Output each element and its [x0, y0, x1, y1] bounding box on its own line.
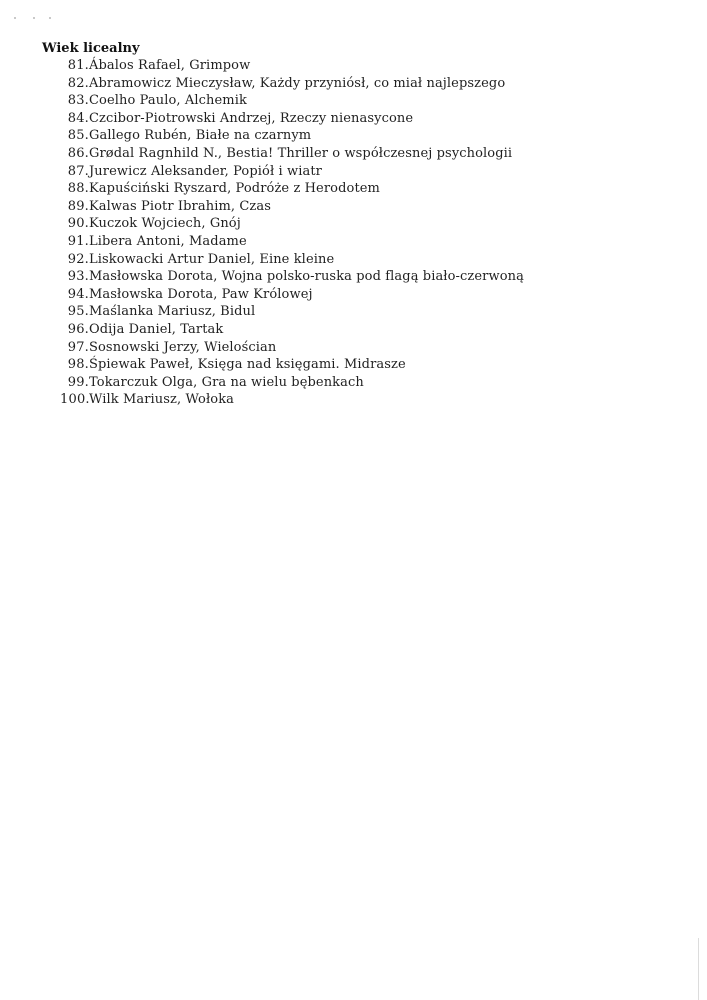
book-list-item: [60, 180, 524, 198]
book-list-item: [60, 163, 524, 181]
book-list: [60, 57, 524, 409]
scan-speck: [33, 17, 35, 19]
book-number: 85.: [67, 128, 89, 144]
book-list-item: [60, 374, 524, 392]
book-list-item: [60, 268, 524, 286]
book-number: 88.: [67, 181, 89, 197]
book-list-item: [60, 286, 524, 304]
book-number: 99.: [67, 374, 89, 390]
book-author-title: Jurewicz Aleksander, Popiół i wiatr: [89, 163, 322, 179]
book-author-title: Czcibor-Piotrowski Andrzej, Rzeczy nienasycone: [89, 110, 414, 126]
book-number: 84.: [67, 110, 89, 126]
book-number: 81.: [67, 58, 89, 73]
book-author-title: Tokarczuk Olga, Gra na wielu bębenkach: [89, 374, 364, 390]
book-number: 92.: [67, 251, 89, 267]
book-author-title: Libera Antoni, Madame: [89, 233, 247, 249]
book-number: 97.: [67, 339, 89, 355]
book-list-item: [60, 339, 524, 357]
book-author-title: Liskowacki Artur Daniel, Eine kleine: [89, 251, 335, 267]
section-heading: Wiek licealny: [42, 41, 140, 56]
book-number: 95.: [67, 304, 89, 320]
book-list-item: [60, 75, 524, 93]
book-author-title: Kuczok Wojciech, Gnój: [89, 216, 241, 232]
book-author-title: Odija Daniel, Tartak: [89, 321, 224, 337]
book-number: 93.: [67, 269, 89, 285]
book-list-item: [60, 303, 524, 321]
book-list-item: [60, 127, 524, 145]
book-author-title: Śpiewak Paweł, Księga nad księgami. Midrasze: [89, 357, 406, 373]
scan-edge-line: [698, 938, 699, 1000]
book-list-item: [60, 92, 524, 110]
book-author-title: Maślanka Mariusz, Bidul: [89, 304, 256, 320]
book-list-item: [60, 251, 524, 269]
book-number: 98.: [67, 357, 89, 373]
book-number: 94.: [67, 286, 89, 302]
book-number: 83.: [67, 93, 89, 109]
book-author-title: Coelho Paulo, Alchemik: [89, 93, 247, 109]
book-author-title: Masłowska Dorota, Paw Królowej: [89, 286, 313, 302]
book-number: 82.: [67, 75, 89, 91]
book-list-item: [60, 215, 524, 233]
book-list-item: [60, 145, 524, 163]
book-author-title: Kalwas Piotr Ibrahim, Czas: [89, 198, 271, 214]
book-number: 100.: [60, 392, 90, 408]
scan-speck: [49, 17, 51, 19]
book-list-item: [60, 198, 524, 216]
book-author-title: Sosnowski Jerzy, Wielościan: [89, 339, 277, 355]
book-number: 87.: [67, 163, 89, 179]
book-list-item: [60, 321, 524, 339]
book-author-title: Gallego Rubén, Białe na czarnym: [89, 128, 312, 144]
book-author-title: Grødal Ragnhild N., Bestia! Thriller o współczesnej psychologii: [89, 145, 513, 161]
book-number: 86.: [67, 145, 89, 161]
book-list-item: [60, 233, 524, 251]
book-list-item: [60, 57, 524, 75]
book-number: 96.: [67, 321, 89, 337]
book-author-title: Masłowska Dorota, Wojna polsko-ruska pod flagą biało-czerwoną: [89, 269, 524, 285]
book-list-item: [60, 391, 524, 409]
book-author-title: Ábalos Rafael, Grimpow: [89, 58, 251, 73]
book-author-title: Abramowicz Mieczysław, Każdy przyniósł, co miał najlepszego: [89, 75, 506, 91]
book-author-title: Wilk Mariusz, Wołoka: [89, 392, 235, 408]
scan-speck: [14, 17, 16, 19]
book-list-item: [60, 110, 524, 128]
book-number: 91.: [67, 233, 89, 249]
book-author-title: Kapuściński Ryszard, Podróże z Herodotem: [89, 181, 380, 197]
book-number: 89.: [67, 198, 89, 214]
book-list-item: [60, 356, 524, 374]
book-number: 90.: [67, 216, 89, 232]
